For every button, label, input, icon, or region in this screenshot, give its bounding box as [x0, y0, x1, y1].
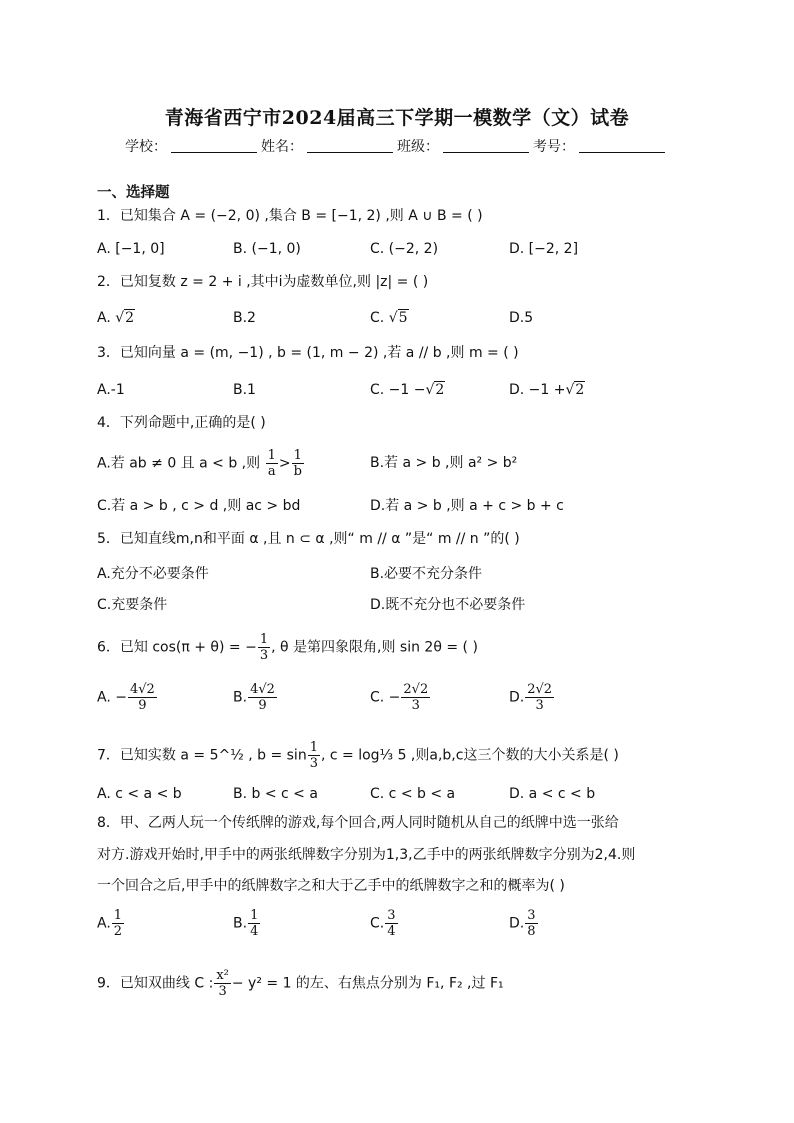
class-blank[interactable]: [443, 138, 529, 153]
fraction-numerator: 1: [267, 448, 276, 463]
question-5-stem: 5．已知直线m,n和平面 α ,且 n ⊂ α ,则“ m // α ”是“ m // n ”的( ): [97, 531, 520, 547]
q8-option-d[interactable]: [509, 908, 539, 939]
student-info-row: [125, 136, 669, 156]
question-7-stem: [97, 740, 619, 771]
q8-option-c[interactable]: [370, 908, 399, 939]
fraction-denominator: 8: [527, 924, 536, 939]
q5-option-b[interactable]: B.必要不充分条件: [370, 566, 483, 582]
fraction-denominator: 2: [113, 924, 123, 939]
question-8-line-2: 对方.游戏开始时,甲手中的两张纸牌数字分别为1,3,乙手中的两张纸牌数字分别为2,4.则: [97, 847, 636, 863]
question-4-stem: 4．下列命题中,正确的是( ): [97, 415, 266, 431]
fraction: [248, 682, 277, 713]
q3-option-c-label: C. −1 −: [370, 382, 426, 398]
q2-option-c[interactable]: [370, 308, 409, 328]
fraction-numerator: 1: [259, 632, 269, 647]
q7-option-c[interactable]: C. c < b < a: [370, 786, 456, 802]
q5-option-a[interactable]: A.充分不必要条件: [97, 566, 209, 582]
fraction-numerator: 4√2: [129, 682, 155, 697]
school-blank[interactable]: [171, 138, 257, 153]
question-9-stem: [97, 968, 504, 999]
fraction: [258, 632, 270, 663]
q2-option-a[interactable]: [97, 308, 135, 328]
q4-option-b[interactable]: B.若 a > b ,则 a² > b²: [370, 455, 518, 471]
fraction: [525, 908, 537, 939]
question-3-stem: 3．已知向量 a = (m, −1) , b = (1, m − 2) ,若 a // b ,则 m = ( ): [97, 345, 519, 361]
fraction-numerator: 2√2: [403, 682, 429, 697]
q5-option-c[interactable]: C.充要条件: [97, 597, 168, 613]
q6-stem-text: , θ 是第四象限角,则 sin 2θ = ( ): [271, 639, 478, 656]
q9-stem-text: 9．已知双曲线 C :: [97, 975, 214, 992]
fraction-numerator: 4√2: [250, 682, 275, 697]
class-label: 班级：: [397, 139, 439, 155]
q8-option-c-label: C.: [370, 915, 385, 932]
q7-option-a[interactable]: A. c < a < b: [97, 786, 182, 802]
q8-option-b[interactable]: [233, 908, 261, 939]
question-8-line-1: 8．甲、乙两人玩一个传纸牌的游戏,每个回合,两人同时随机从自己的纸牌中选一张给: [97, 815, 619, 831]
fraction-denominator: 9: [138, 698, 147, 713]
q6-option-c[interactable]: [370, 682, 431, 713]
q2-option-c-radicand: 5: [398, 310, 408, 326]
q6-option-c-label: C. −: [370, 689, 401, 706]
q1-option-c[interactable]: C. (−2, 2): [370, 241, 439, 257]
q4-option-c[interactable]: C.若 a > b , c > d ,则 ac > bd: [97, 498, 301, 514]
fraction: [385, 908, 397, 939]
q3-option-d[interactable]: [509, 380, 585, 400]
q3-option-c-radicand: 2: [435, 382, 445, 398]
q9-stem-text: − y² = 1 的左、右焦点分别为 F₁, F₂ ,过 F₁: [231, 975, 504, 992]
q1-option-d[interactable]: D. [−2, 2]: [509, 241, 579, 257]
q6-stem-text: 6．已知 cos(π + θ) = −: [97, 639, 257, 656]
fraction: [308, 740, 320, 771]
q3-option-d-radicand: 2: [575, 382, 585, 398]
q6-option-a[interactable]: [97, 682, 158, 713]
question-8-line-3: 一个回合之后,甲手中的纸牌数字之和大于乙手中的纸牌数字之和的概率为( ): [97, 878, 565, 894]
q2-option-a-radicand: 2: [125, 310, 135, 326]
q5-option-d[interactable]: D.既不充分也不必要条件: [370, 597, 526, 613]
q3-option-a[interactable]: A.-1: [97, 382, 125, 398]
fraction-denominator: a: [267, 464, 276, 479]
fraction: [292, 448, 304, 479]
fraction-numerator: 2√2: [527, 682, 553, 697]
fraction-numerator: 3: [387, 908, 396, 923]
q6-option-d-label: D.: [509, 689, 525, 706]
exam-no-label: 考号：: [533, 139, 575, 155]
q2-option-a-label: A.: [97, 310, 111, 326]
q8-option-a-label: A.: [97, 915, 111, 932]
fraction-denominator: 3: [411, 698, 420, 713]
question-2-stem: 2．已知复数 z = 2 + i ,其中i为虚数单位,则 |z| = ( ): [97, 274, 429, 290]
name-blank[interactable]: [307, 138, 393, 153]
q1-option-a[interactable]: A. [−1, 0]: [97, 241, 165, 257]
gt-sign: >: [278, 455, 291, 472]
q4-option-a[interactable]: [97, 448, 305, 479]
fraction-denominator: 3: [309, 756, 318, 771]
q3-option-b[interactable]: B.1: [233, 382, 256, 398]
fraction-numerator: 1: [250, 908, 259, 923]
fraction-numerator: 1: [113, 908, 123, 923]
section-heading: 一、选择题: [97, 185, 170, 201]
q3-option-d-label: D. −1 +: [509, 382, 566, 398]
sqrt-symbol: √2: [565, 382, 585, 398]
fraction: [214, 968, 231, 999]
q3-option-c[interactable]: [370, 380, 445, 400]
q8-option-a[interactable]: [97, 908, 125, 939]
fraction-denominator: 4: [387, 924, 396, 939]
fraction-denominator: 9: [258, 698, 267, 713]
fraction-numerator: 1: [292, 448, 304, 464]
sqrt-symbol: √2: [115, 310, 135, 326]
question-6-stem: [97, 632, 478, 663]
q2-option-d[interactable]: D.5: [509, 310, 534, 326]
q7-option-d[interactable]: D. a < c < b: [509, 786, 596, 802]
q6-option-b[interactable]: [233, 682, 278, 713]
q7-stem-text: 7．已知实数 a = 5^½ , b = sin: [97, 747, 307, 764]
q6-option-b-label: B.: [233, 689, 248, 706]
q8-option-d-label: D.: [509, 915, 525, 932]
fraction: [525, 682, 554, 713]
q7-stem-text: , c = log⅓ 5 ,则a,b,c这三个数的大小关系是( ): [320, 747, 619, 764]
page-title: 青海省西宁市2024届高三下学期一模数学（文）试卷: [164, 107, 630, 129]
q4-option-a-label: A.若 ab ≠ 0 且 a < b ,则: [97, 455, 261, 472]
fraction-denominator: 3: [259, 648, 269, 663]
fraction-denominator: 4: [250, 924, 259, 939]
name-label: 姓名：: [261, 139, 303, 155]
q7-option-b[interactable]: B. b < c < a: [233, 786, 318, 802]
fraction: [266, 448, 278, 479]
fraction: [248, 908, 260, 939]
school-label: 学校：: [125, 139, 167, 155]
fraction-numerator: 3: [527, 908, 536, 923]
q8-option-b-label: B.: [233, 915, 248, 932]
question-1-stem: 1．已知集合 A = (−2, 0) ,集合 B = [−1, 2) ,则 A ∪ B = ( ): [97, 208, 483, 224]
q6-option-a-label: A. −: [97, 689, 127, 706]
fraction-denominator: b: [293, 464, 302, 479]
fraction: [112, 908, 124, 939]
q1-option-b[interactable]: B. (−1, 0): [233, 241, 301, 257]
fraction-numerator: 1: [309, 740, 318, 755]
sqrt-symbol: √2: [425, 382, 445, 398]
fraction: [401, 682, 430, 713]
fraction-denominator: 3: [535, 698, 544, 713]
exam-no-blank[interactable]: [579, 138, 665, 153]
q2-option-b[interactable]: B.2: [233, 310, 256, 326]
q2-option-c-label: C.: [370, 310, 385, 326]
q4-option-d[interactable]: D.若 a > b ,则 a + c > b + c: [370, 498, 564, 514]
q6-option-d[interactable]: [509, 682, 555, 713]
sqrt-symbol: √5: [388, 310, 408, 326]
fraction-numerator: x²: [216, 968, 229, 983]
fraction: [128, 682, 157, 713]
fraction-denominator: 3: [218, 984, 227, 999]
